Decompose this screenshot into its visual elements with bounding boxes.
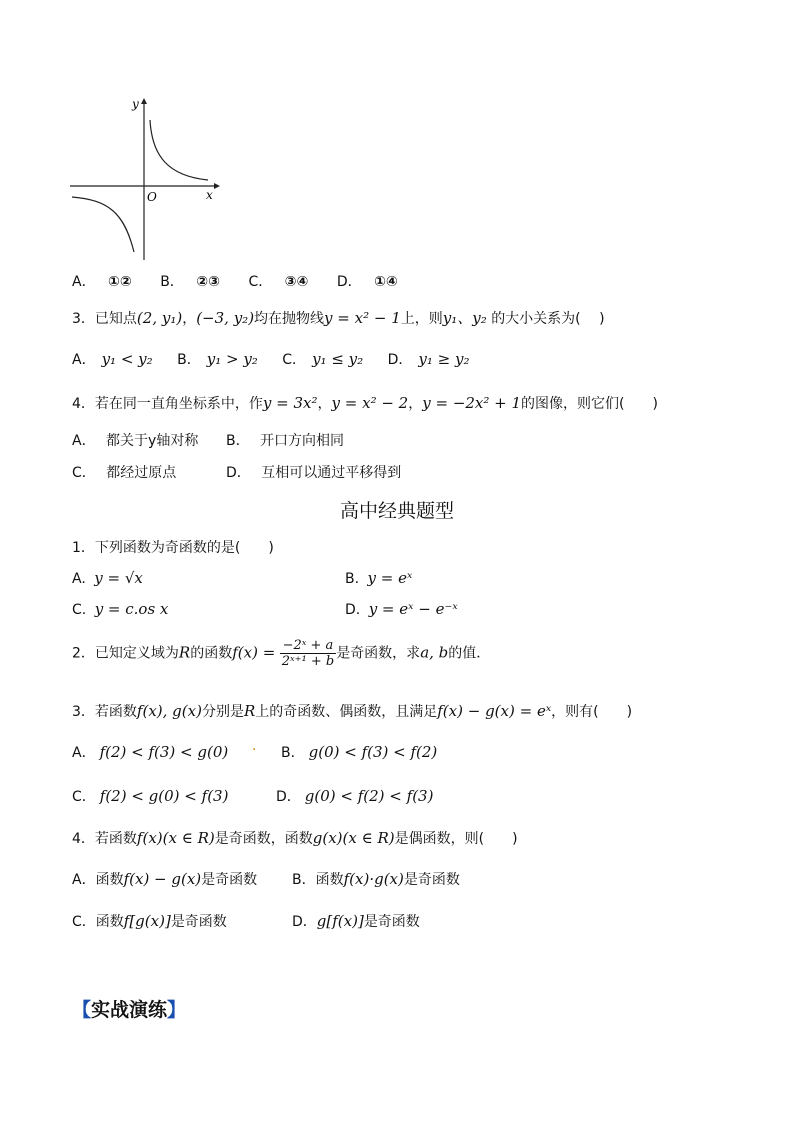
option-expr: y = eˣ [367, 569, 413, 587]
math: f(x), g(x) [136, 702, 202, 720]
hs-q4-option-d [292, 911, 420, 931]
option-value: ③④ [284, 274, 309, 290]
q-text: 均在抛物线 [254, 311, 325, 327]
option-label: C． [282, 352, 307, 368]
q-text: ， [182, 311, 197, 327]
origin-label: O [147, 190, 157, 204]
hs-q1-option-d [345, 600, 458, 618]
practice-heading [72, 995, 186, 1022]
q-text: ，则有( ) [551, 704, 633, 720]
option-text: 是奇函数 [170, 914, 227, 930]
option-label: A． [72, 274, 96, 290]
prev-q2-options [72, 271, 398, 291]
hs-q3-option-c [72, 786, 228, 806]
option-label: C． [72, 465, 96, 481]
q-text: 的函数 [190, 645, 233, 662]
option-expr: y₁ > y₂ [206, 350, 258, 368]
option-expr: g(0) < f(3) < f(2) [308, 743, 438, 761]
option-label: C. [72, 602, 87, 618]
hs-q3-option-b [281, 742, 437, 762]
hs-q4-option-a [72, 869, 257, 889]
hs-q3-stem [72, 701, 632, 721]
prev-q3-stem [72, 307, 605, 328]
option-label: B． [177, 352, 201, 368]
q-text: 上，则 [400, 311, 443, 327]
option-expr: y = c.os x [94, 600, 169, 618]
prev-q4-option-d [226, 462, 401, 482]
option-label: C． [72, 789, 96, 805]
option-expr: y = √x [94, 569, 143, 587]
option-value: ②③ [196, 274, 220, 290]
option-expr: f(2) < f(3) < g(0) [99, 743, 229, 761]
q-text: 4．若函数 [72, 831, 137, 847]
math: (2, y₁) [136, 309, 183, 327]
option-label: A. [72, 571, 86, 587]
option-text: 开口方向相同 [260, 433, 345, 449]
q-text: 的值． [448, 645, 491, 662]
prev-q4-option-b [226, 430, 344, 450]
q-text: 3．若函数 [72, 704, 137, 720]
option-expr: f[g(x)] [123, 912, 171, 930]
q-text: 分别是 [201, 704, 244, 720]
math: (−3, y₂) [196, 309, 255, 327]
math: y₁、y₂ [442, 309, 487, 327]
option-expr: g(0) < f(2) < f(3) [304, 787, 434, 805]
curve-first-quadrant [150, 120, 208, 180]
hs-q1-stem: 1．下列函数为奇函数的是( ) [72, 540, 274, 556]
option-label: A． [72, 745, 96, 761]
option-text: 都关于y轴对称 [106, 433, 199, 449]
prev-q3-options [72, 349, 469, 369]
math: f(x) = [232, 643, 276, 662]
math: a, b [420, 643, 449, 662]
option-label: A．函数 [72, 872, 124, 888]
math: R [243, 702, 256, 720]
math: f(x)(x ∈ R) [136, 829, 215, 847]
option-expr: y = eˣ − e⁻ˣ [368, 600, 458, 618]
option-label: B．函数 [292, 872, 344, 888]
option-text: 互相可以通过平移得到 [261, 465, 402, 481]
fraction-denominator: 2ˣ⁺¹ + b [281, 654, 335, 669]
fraction-numerator: −2ˣ + a [280, 638, 336, 654]
y-axis-label: y [132, 97, 139, 111]
option-expr: g[f(x)] [316, 912, 364, 930]
option-label: B. [345, 571, 360, 587]
hs-q1-option-b [345, 569, 412, 587]
curve-third-quadrant [72, 197, 134, 252]
q-text: 的大小关系为( ) [491, 311, 605, 327]
option-value: ①② [108, 274, 132, 290]
option-expr: f(x)·g(x) [343, 870, 404, 888]
option-value: ①④ [374, 274, 398, 290]
hs-q4-stem [72, 828, 518, 848]
option-label: D． [226, 465, 251, 481]
stray-dot-mark: · [252, 742, 257, 758]
q-text: 的图像，则它们( ) [521, 396, 658, 412]
hs-q3-option-a [72, 742, 228, 762]
x-axis-label: x [206, 188, 213, 202]
math: R [178, 643, 191, 662]
prev-q4-option-c [72, 462, 176, 482]
option-expr: f(x) − g(x) [123, 870, 202, 888]
hs-q3-option-d [276, 786, 433, 806]
math: y = x² − 2 [331, 394, 409, 412]
option-expr: f(2) < g(0) < f(3) [99, 787, 229, 805]
math: y = x² − 1 [324, 309, 401, 327]
option-text: 是奇函数 [363, 914, 420, 930]
hs-q1-option-c [72, 600, 168, 618]
q-text: 3．已知点 [72, 311, 137, 327]
q-text: 是偶函数，则( ) [394, 831, 518, 847]
q-text: 上的奇函数、偶函数，且满足 [255, 704, 438, 720]
prev-q4-option-a [72, 430, 198, 450]
hyperbola-graph [68, 96, 220, 262]
option-label: B． [226, 433, 250, 449]
option-label: C．函数 [72, 914, 124, 930]
q-text: 是奇函数，求 [336, 645, 421, 662]
practice-title: 实战演练 [91, 999, 168, 1021]
option-label: C． [248, 274, 273, 290]
q-text: 2．已知定义域为 [72, 645, 179, 662]
prev-q4-stem: 4．若在同一直角坐标系中，作y = 3x²，y = x² − 2，y = −2x² + 1的图像，则它们( ) [72, 394, 658, 412]
option-label: A． [72, 352, 96, 368]
option-expr: y₁ ≤ y₂ [312, 350, 364, 368]
math: y = −2x² + 1 [422, 394, 522, 412]
fraction [280, 638, 336, 669]
option-label: A． [72, 433, 96, 449]
option-label: D. [345, 602, 361, 618]
y-axis-arrow [141, 98, 147, 104]
math: f(x) − g(x) = eˣ [437, 702, 552, 720]
x-axis-arrow [214, 183, 220, 189]
option-expr: y₁ ≥ y₂ [418, 350, 470, 368]
option-label: D． [276, 789, 301, 805]
q-text: 4．若在同一直角坐标系中，作 [72, 396, 263, 412]
option-text: 是奇函数 [201, 872, 258, 888]
bracket-close: 】 [167, 999, 187, 1021]
bracket-open: 【 [72, 999, 92, 1021]
option-label: D． [336, 274, 362, 290]
option-label: B． [160, 274, 184, 290]
option-label: D． [292, 914, 317, 930]
hs-q1-option-a [72, 569, 143, 587]
hs-q2-stem [72, 638, 490, 669]
option-expr: y₁ < y₂ [101, 350, 153, 368]
q-text: 是奇函数，函数 [214, 831, 313, 847]
option-label: B． [281, 745, 305, 761]
math: y = 3x² [262, 394, 318, 412]
option-label: D． [387, 352, 413, 368]
option-text: 都经过原点 [106, 465, 177, 481]
hs-q4-option-c [72, 911, 227, 931]
math: g(x)(x ∈ R) [312, 829, 395, 847]
option-text: 是奇函数 [403, 872, 460, 888]
hs-q4-option-b [292, 869, 460, 889]
section-title: 高中经典题型 [339, 500, 454, 522]
